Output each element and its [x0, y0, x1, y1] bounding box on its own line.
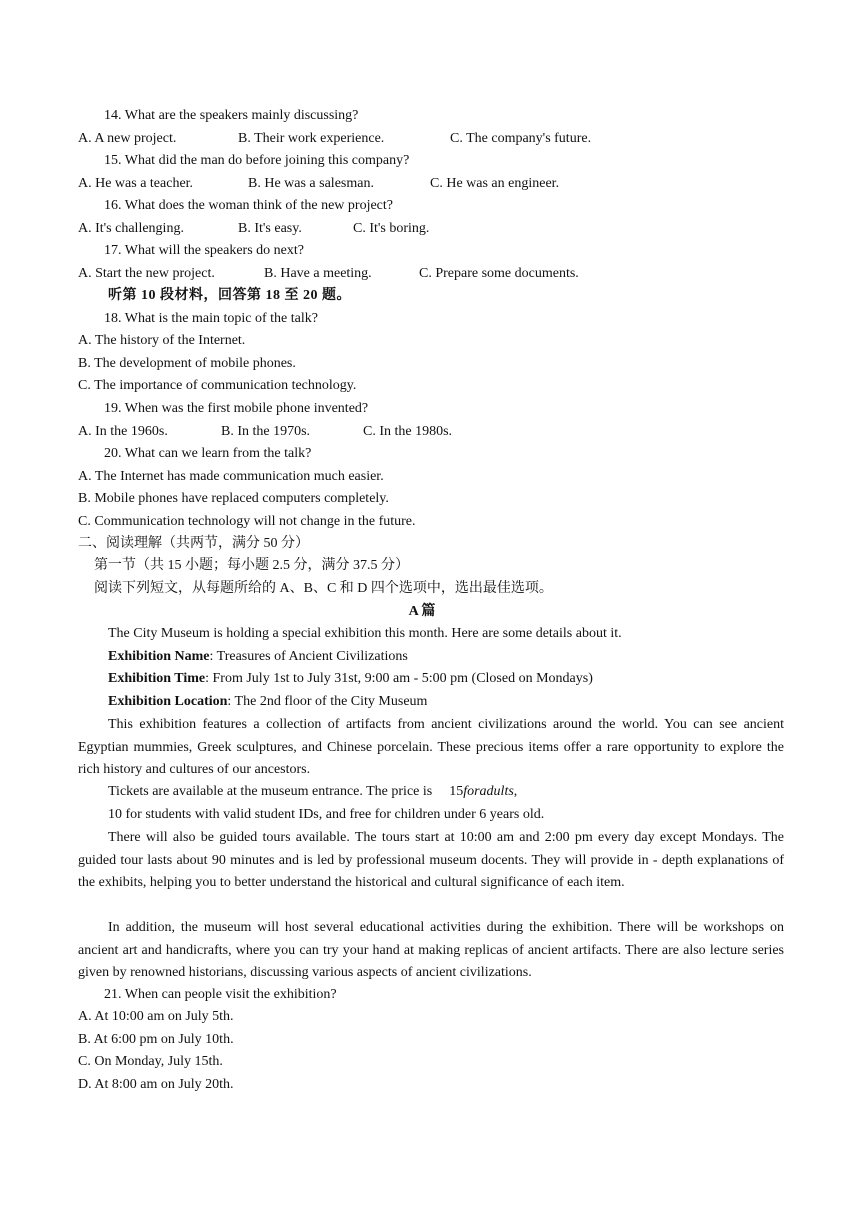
option-a: A. The history of the Internet. — [78, 333, 246, 348]
tickets-italic: foradults — [463, 784, 514, 799]
option-c: C. It's boring. — [353, 221, 430, 236]
question-18: 18. What is the main topic of the talk? — [104, 311, 318, 326]
value: : From July 1st to July 31st, 9:00 am - 5:00 pm (Closed on Mondays) — [205, 671, 593, 686]
question-20: 20. What can we learn from the talk? — [104, 446, 312, 461]
option-c: C. On Monday, July 15th. — [78, 1054, 223, 1069]
passage-intro: The City Museum is holding a special exhibition this month. Here are some details about it. — [108, 626, 622, 641]
option-c: C. Prepare some documents. — [419, 266, 579, 281]
label: Exhibition Name — [108, 649, 210, 664]
exhibition-time — [108, 669, 593, 689]
option-b: B. Have a meeting. — [264, 266, 372, 281]
option-a: A. At 10:00 am on July 5th. — [78, 1009, 234, 1024]
option-d: D. At 8:00 am on July 20th. — [78, 1077, 234, 1092]
option-b: B. It's easy. — [238, 221, 302, 236]
option-c: C. The company's future. — [450, 131, 592, 146]
option-c: C. The importance of communication technology. — [78, 378, 357, 393]
instructions: 阅读下列短文，从每题所给的 A、B、C 和 D 四个选项中，选出最佳选项。 — [94, 581, 553, 596]
option-a: A. A new project. — [78, 131, 177, 146]
question-19: 19. When was the first mobile phone invented? — [104, 401, 369, 416]
tickets-text: Tickets are available at the museum entrance. The price is — [108, 784, 433, 799]
part-title: 二、阅读理解（共两节，满分 50 分） — [78, 536, 309, 551]
section-10-heading: 听第 10 段材料，回答第 18 至 20 题。 — [108, 288, 351, 303]
value: : The 2nd floor of the City Museum — [227, 694, 428, 709]
tickets-line-2: 10 for students with valid student IDs, and free for children under 6 years old. — [108, 807, 545, 822]
option-a: A. Start the new project. — [78, 266, 215, 281]
tickets-line — [108, 782, 517, 802]
label: Exhibition Time — [108, 671, 206, 686]
label: Exhibition Location — [108, 694, 228, 709]
option-c: C. Communication technology will not change in the future. — [78, 514, 416, 529]
options-15 — [78, 174, 559, 194]
paragraph-tours: There will also be guided tours available. The tours start at 10:00 am and 2:00 pm every day except Mondays. The guided tour lasts about 90 minutes and is led by professional museum docents. They will provide in - depth explanations of the exhibits, helping you to better understand the historical and cultural significance of each item. — [78, 830, 784, 891]
question-16: 16. What does the woman think of the new project? — [104, 198, 393, 213]
tickets-price: 15 — [449, 784, 464, 799]
section-title: 第一节（共 15 小题；每小题 2.5 分，满分 37.5 分） — [94, 558, 409, 573]
option-a: A. He was a teacher. — [78, 176, 194, 191]
paragraph-features: This exhibition features a collection of artifacts from ancient civilizations around the world. You can see ancient Egyptian mummies, Greek sculptures, and Chinese porcelain. These precious items offer a rare opportunity to explore the rich history and cultures of our ancestors. — [78, 717, 784, 778]
paragraph-activities: In addition, the museum will host several educational activities during the exhibition. There will be workshops on ancient art and handicrafts, where you can try your hand at making replicas of ancient artifacts. There are also lecture series given by renowned historians, discussing various aspects of ancient civilizations. — [78, 920, 784, 981]
option-b: B. The development of mobile phones. — [78, 356, 296, 371]
question-17: 17. What will the speakers do next? — [104, 243, 304, 258]
option-b: B. In the 1970s. — [221, 424, 311, 439]
passage-title: A 篇 — [408, 604, 436, 619]
question-14: 14. What are the speakers mainly discussing? — [104, 108, 359, 123]
options-19 — [78, 422, 452, 442]
option-c: C. In the 1980s. — [363, 424, 453, 439]
option-a: A. The Internet has made communication much easier. — [78, 469, 384, 484]
option-b: B. He was a salesman. — [248, 176, 374, 191]
value: : Treasures of Ancient Civilizations — [209, 649, 408, 664]
option-b: B. At 6:00 pm on July 10th. — [78, 1032, 234, 1047]
option-a: A. It's challenging. — [78, 221, 184, 236]
option-c: C. He was an engineer. — [430, 176, 560, 191]
option-b: B. Their work experience. — [238, 131, 385, 146]
exhibition-name — [108, 647, 408, 667]
options-17 — [78, 264, 579, 284]
option-b: B. Mobile phones have replaced computers completely. — [78, 491, 389, 506]
option-a: A. In the 1960s. — [78, 424, 168, 439]
tickets-comma: , — [513, 784, 518, 799]
question-21: 21. When can people visit the exhibition? — [104, 987, 337, 1002]
options-14 — [78, 129, 591, 149]
options-16 — [78, 219, 429, 239]
exhibition-location — [108, 692, 427, 712]
question-15: 15. What did the man do before joining this company? — [104, 153, 410, 168]
